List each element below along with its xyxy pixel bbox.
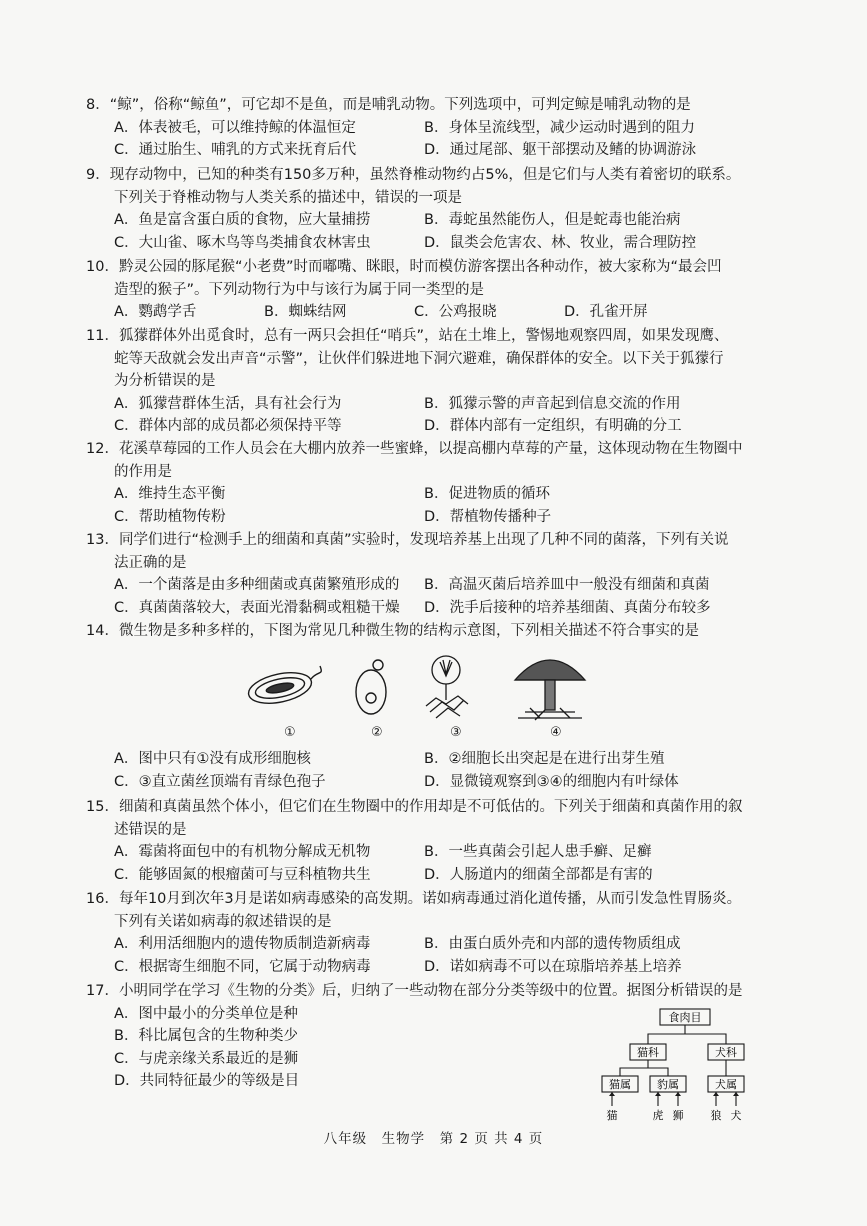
option-a: A．利用活细胞内的遗传物质制造新病毒: [114, 936, 371, 952]
question-stem-cont: 为分析错误的是: [114, 373, 216, 389]
question-stem-cont: 下列关于脊椎动物与人类关系的描述中，错误的一项是: [114, 189, 462, 206]
question-stem: 12．花溪草莓园的工作人员会在大棚内放养一些蜜蜂，以提高棚内草莓的产量，这体现动物在生物圈中: [86, 441, 743, 457]
taxonomy-diagram: [598, 1006, 768, 1126]
option-d: D．显微镜观察到③④的细胞内有叶绿体: [424, 773, 679, 790]
option-b: B．狐獴示警的声音起到信息交流的作用: [424, 395, 681, 412]
family-label-cat: 猫科: [637, 1046, 659, 1059]
question-stem-cont: 造型的猴子”。下列动物行为中与该行为属于同一类型的是: [114, 281, 485, 298]
family-label-dog: 犬科: [715, 1046, 737, 1059]
option-d: D．共同特征最少的等级是目: [114, 1073, 300, 1089]
species-label: 狼: [710, 1109, 722, 1122]
question-stem-cont: 述错误的是: [114, 821, 187, 838]
option-b: B．高温灭菌后培养皿中一般没有细菌和真菌: [424, 577, 710, 593]
option-c: C．真菌菌落较大，表面光滑黏稠或粗糙干燥: [114, 599, 400, 616]
genus-label-felis: 猫属: [609, 1078, 631, 1091]
bacterium-icon: [246, 666, 321, 708]
option-c: C．帮助植物传粉: [114, 508, 226, 525]
option-d: D．人肠道内的细菌全部都是有害的: [424, 866, 653, 883]
option-a: A．一个菌落是由多种细菌或真菌繁殖形成的: [114, 577, 400, 593]
question-stem-cont: 蛇等天敌就会发出声音“示警”，让伙伴们躲进地下洞穴避难，确保群体的安全。以下关于狐獴行: [114, 350, 724, 367]
question-11: [86, 325, 766, 438]
option-b: B．蜘蛛结网: [264, 304, 347, 320]
option-a: A．体表被毛，可以维持鲸的体温恒定: [114, 119, 356, 136]
microorganism-figure: [240, 648, 600, 723]
option-c: C．公鸡报晓: [414, 304, 497, 320]
question-10: [86, 256, 766, 324]
option-c: C．根据寄生细胞不同，它属于动物病毒: [114, 958, 371, 975]
option-d: D．洗手后接种的培养基细菌、真菌分布较多: [424, 599, 711, 616]
option-a: A．鱼是富含蛋白质的食物，应大量捕捞: [114, 212, 371, 228]
question-stem: 17．小明同学在学习《生物的分类》后，归纳了一些动物在部分分类等级中的位置。据图分析错误的是: [86, 983, 743, 999]
genus-label-canis: 犬属: [715, 1078, 737, 1091]
option-a: A．霉菌将面包中的有机物分解成无机物: [114, 844, 371, 860]
label-3: ③: [450, 725, 462, 740]
option-b: B．一些真菌会引起人患手癣、足癣: [424, 844, 652, 860]
option-b: B．②细胞长出突起是在进行出芽生殖: [424, 751, 665, 767]
question-8: [86, 94, 766, 162]
option-d: D．群体内部有一定组织，有明确的分工: [424, 418, 682, 434]
option-b: B．科比属包含的生物种类少: [114, 1028, 298, 1044]
question-stem-cont: 法正确的是: [114, 554, 187, 571]
question-13: [86, 529, 766, 619]
label-4: ④: [550, 725, 562, 740]
question-stem: 15．细菌和真菌虽然个体小，但它们在生物圈中的作用却是不可低估的。下列关于细菌和真菌作用的叙: [86, 799, 743, 815]
option-d: D．帮植物传播种子: [424, 508, 552, 525]
question-14: [86, 620, 766, 643]
question-16: [86, 888, 766, 978]
option-c: C．③直立菌丝顶端有青绿色孢子: [114, 773, 326, 790]
option-b: B．由蛋白质外壳和内部的遗传物质组成: [424, 936, 681, 952]
question-stem-cont: 的作用是: [114, 463, 172, 480]
question-stem: 8．“鲸”，俗称“鲸鱼”，可它却不是鱼，而是哺乳动物。下列选项中，可判定鲸是哺乳动物的是: [86, 97, 691, 113]
option-c: C．大山雀、啄木鸟等鸟类捕食农林害虫: [114, 234, 371, 251]
option-b: B．促进物质的循环: [424, 486, 550, 502]
species-label: 狮: [672, 1109, 684, 1122]
option-c: C．通过胎生、哺乳的方式来抚育后代: [114, 142, 357, 158]
mushroom-icon: [515, 660, 585, 720]
question-stem: 11．狐獴群体外出觅食时，总有一两只会担任“哨兵”，站在土堆上，警惕地观察四周，如果发现鹰、: [86, 328, 729, 344]
genus-label-panthera: 豹属: [657, 1078, 679, 1091]
option-c: C．能够固氮的根瘤菌可与豆科植物共生: [114, 866, 371, 883]
option-a: A．维持生态平衡: [114, 486, 226, 502]
order-label: 食肉目: [668, 1011, 702, 1024]
option-c: C．群体内部的成员都必须保持平等: [114, 418, 342, 434]
option-a: A．图中最小的分类单位是种: [114, 1005, 298, 1022]
question-14-options: [86, 748, 766, 793]
species-label: 犬: [730, 1109, 742, 1122]
question-stem: 14．微生物是多种多样的，下图为常见几种微生物的结构示意图，下列相关描述不符合事实的是: [86, 623, 699, 639]
species-label: 猫: [606, 1109, 618, 1122]
question-stem: 13．同学们进行“检测手上的细菌和真菌”实验时，发现培养基上出现了几种不同的菌落，下列有关说: [86, 532, 729, 548]
question-stem: 16．每年10月到次年3月是诺如病毒感染的高发期。诺如病毒通过消化道传播，从而引发急性胃肠炎。: [86, 891, 742, 907]
species-label: 虎: [652, 1109, 664, 1122]
option-d: D．诺如病毒不可以在琼脂培养基上培养: [424, 958, 682, 975]
question-stem-cont: 下列有关诺如病毒的叙述错误的是: [114, 913, 332, 930]
option-d: D．孔雀开屏: [564, 304, 648, 320]
option-d: D．通过尾部、躯干部摆动及鳍的协调游泳: [424, 142, 697, 158]
mold-icon: [426, 656, 468, 718]
question-stem: 9．现存动物中，已知的种类有150多万种，虽然脊椎动物约占5%，但是它们与人类有着密切的联系。: [86, 167, 741, 183]
question-9: [86, 164, 766, 254]
option-a: A．狐獴营群体生活，具有社会行为: [114, 395, 342, 412]
option-d: D．鼠类会危害农、林、牧业，需合理防控: [424, 234, 697, 251]
option-a: A．鹦鹉学舌: [114, 304, 197, 320]
page-footer: 八年级 生物学 第 2 页 共 4 页: [323, 1131, 544, 1147]
yeast-icon: [356, 660, 386, 714]
option-b: B．毒蛇虽然能伤人，但是蛇毒也能治病: [424, 212, 681, 228]
option-b: B．身体呈流线型，减少运动时遇到的阻力: [424, 119, 695, 136]
option-c: C．与虎亲缘关系最近的是狮: [114, 1050, 299, 1067]
label-1: ①: [284, 725, 296, 740]
question-stem: 10．黔灵公园的豚尾猴“小老费”时而嘟嘴、眯眼，时而模仿游客摆出各种动作，被大家称为“最会凹: [86, 259, 722, 275]
question-12: [86, 438, 766, 528]
label-2: ②: [371, 725, 383, 740]
question-15: [86, 796, 766, 886]
option-a: A．图中只有①没有成形细胞核: [114, 751, 311, 767]
